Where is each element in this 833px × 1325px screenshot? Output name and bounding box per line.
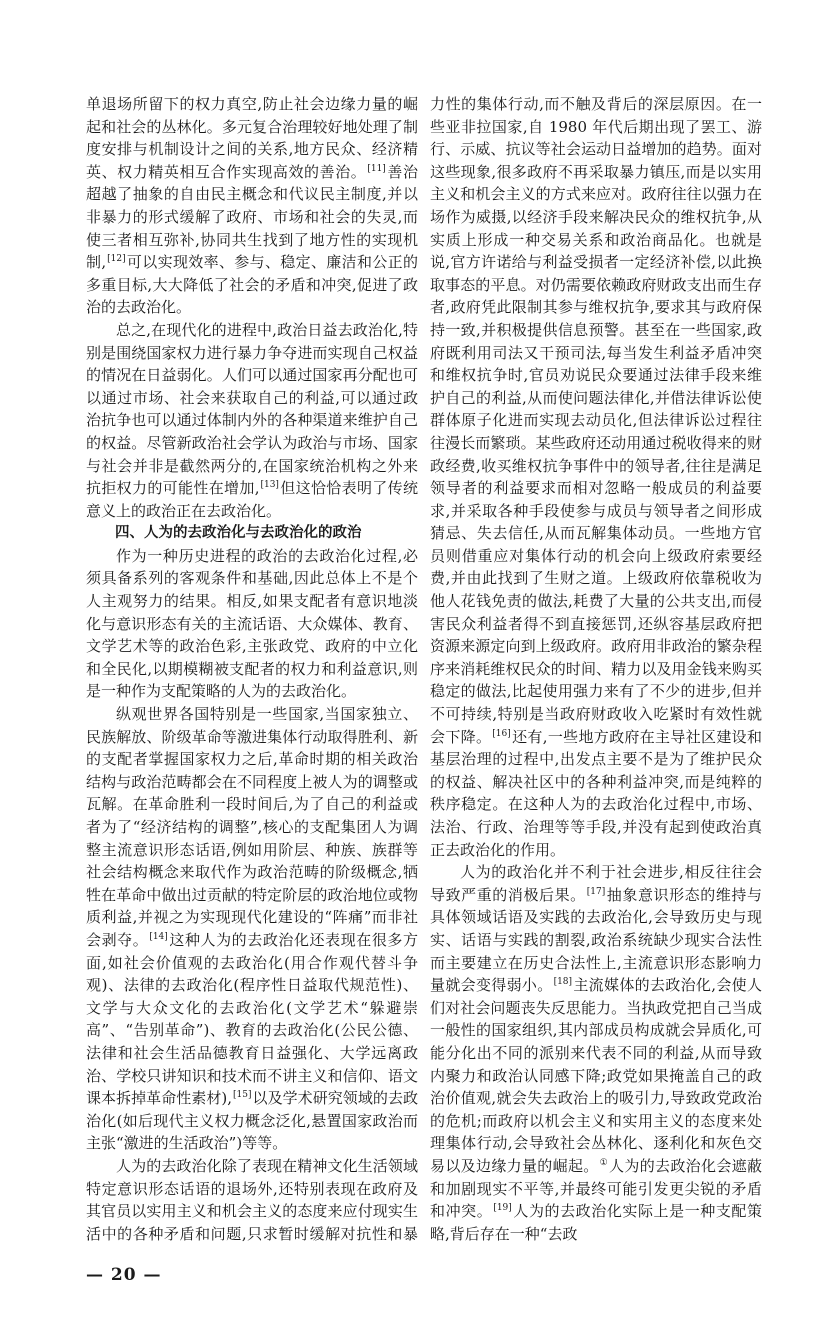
citation-marker: ① [599,1157,609,1168]
citation-marker: [13] [260,480,279,491]
citation-marker: [16] [492,728,511,739]
citation-marker: [17] [586,886,606,897]
text-segment: 单退场所留下的权力真空,防止社会边缘力量的崛起和社会的丛林化。多元复合治理较好地处理了制度安排与机制设计之间的关系,地方民众、经济精英、权力精英相互合作实现高效的善治。 [86,95,418,181]
paragraph [430,861,762,1245]
text-segment: 可以实现效率、参与、稳定、廉洁和公正的多重目标,大大降低了社会的矛盾和冲突,促进了政治的去政治化。 [86,253,418,317]
paragraph [86,545,418,703]
section-heading [86,522,418,545]
citation-marker: [11] [367,163,386,174]
paragraph [86,703,418,1155]
text-segment: 人为的政治化并不利于社会进步,相反往往会导致严重的消极后果。 [430,863,762,904]
text-segment: 作为一种历史进程的政治的去政治化过程,必须具备系列的客观条件和基础,因此总体上不是个人主观努力的结果。相反,如果支配者有意识地淡化与意识形态有关的主流话语、大众媒体、教育、文学艺术等的政治色彩,主张政党、政府的中立化和全民化,以期模糊被支配者的权力和利益意识,则是一种作为支配策略的人为的去政治化。 [86,546,418,701]
text-segment: 人为的去政治化除了表现在精神文化生活领域特定意识形态话语的退场外,还特别表现在政府及其官员以实用主义和机会主义的态度来应付现实生活中的各种矛盾和问题,只求暂时缓解对抗性和暴力性的集体行动,而不触及背后的深层原因。在一些亚非拉国家,自 1980 年代后期出现了罢工、游行、示威、抗议等社会运动日益增加的趋势。面对这些现象,很多政府不再采取暴力镇压,而是以实用主义和机会主义的方式来应对。政府往往以强力在场作为威摄,以经济手段来解决民众的维权抗争,从实质上形成一种交易关系和政治商品化。也就是说,官方许诺给与利益受损者一定经济补偿,以此换取事态的平息。对仍需要依赖政府财政支出而生存者,政府凭此限制其参与维权抗争,要求其与政府保持一致,并积极提供信息预警。甚至在一些国家,政府既利用司法又干预司法,每当发生利益矛盾冲突和维权抗争时,官员劝说民众要通过法律手段来维护自己的利益,从而使问题法律化,并借法律诉讼使群体原子化进而实现去动员化,但法律诉讼过程往往漫长而繁琐。某些政府还动用通过税收得来的财政经费,收买维权抗争事件中的领导者,往往是满足领导者的利益要求而相对忽略一般成员的利益要求,并采取各种手段使参与成员与领导者之间形成猜忌、失去信任,从而瓦解集体动员。一些地方官员则借重应对集体行动的机会向上级政府索要经费,并由此找到了生财之道。上级政府依靠税收为他人花钱免责的做法,耗费了大量的公共支出,而侵害民众利益者得不到直接惩罚,还纵容基层政府把资源来源定向到上级政府。政府用非政治的繁杂程序来消耗维权民众的时间、精力以及用金钱来购买稳定的做法,比起使用强力来有了不少的进步,但并不可持续,特别是当政府财政收入吃紧时有效性就会下降。 [86,95,762,1243]
text-segment: 总之,在现代化的进程中,政治日益去政治化,特别是围绕国家权力进行暴力争夺进而实现自己权益的情况在日益弱化。人们可以通过国家再分配也可以通过市场、社会来获取自己的利益,可以通过政治抗争也可以通过体制内外的各种渠道来维护自己的权益。尽管新政治社会学认为政治与市场、国家与社会并非是截然两分的,在国家统治机构之外来抗拒权力的可能性在增加, [86,320,418,498]
text-segment: 人为的去政治化实际上是一种支配策略,背后存在一种“去政 [430,1202,762,1243]
text-segment: 善治超越了抽象的自由民主概念和代议民主制度,并以非暴力的形式缓解了政府、市场和社会的失灵,而使三者相互弥补,协同共生找到了地方性的实现机制, [86,162,418,272]
citation-marker: [14] [149,931,168,942]
citation-marker: [18] [553,977,573,988]
citation-marker: [19] [493,1203,512,1214]
text-segment: 人为的去政治化会遮蔽和加剧现实不平等,并最终可能引发更尖锐的矛盾和冲突。 [430,1156,762,1221]
text-segment: 主流媒体的去政治化,会使人们对社会问题丧失反思能力。当执政党把自己当成一般性的国家组织,其内部成员构成就会异质化,可能分化出不同的派别来代表不同的利益,从而导致内聚力和政治认同感下降;政党如果掩盖自己的政治价值观,就会失去政治上的吸引力,导致政党政治的危机;而政府以机会主义和实用主义的态度来处理集体行动,会导致社会丛林化、逐利化和灰色交易以及边缘力量的崛起。 [430,976,762,1175]
text-segment: 以及学术研究领域的去政治化(如后现代主义权力概念泛化,悬置国家政治而主张“激进的生活政治”)等等。 [86,1089,418,1153]
paragraph [86,319,418,522]
citation-marker: [12] [107,254,126,265]
text-segment: 抽象意识形态的维持与具体领域话语及实践的去政治化,会导致历史与现实、话语与实践的割裂,政治系统缺少现实合法性而主要建立在历史合法性上,主流意识形态影响力量就会变得弱小。 [430,885,762,995]
text-segment: 这种人为的去政治化还表现在很多方面,如社会价值观的去政治化(用合作观代替斗争观)、法律的去政治化(程序性日益取代规范性)、文学与大众文化的去政治化(文学艺术“躲避崇高”、“告别革命”)、教育的去政治化(公民公德、法律和社会生活品德教育日益强化、大学远离政治、学校只讲知识和技术而不讲主义和信仰、语文课本拆掉革命性素材), [86,930,418,1108]
article-body [86,93,762,1245]
paragraph [86,93,418,319]
citation-marker: [15] [233,1090,252,1101]
text-segment: 纵观世界各国特别是一些国家,当国家独立、民族解放、阶级革命等激进集体行动取得胜利、新的支配者掌握国家权力之后,革命时期的相关政治结构与政治范畴都会在不同程度上被人为的调整或瓦解。在革命胜利一段时间后,为了自己的利益或者为了“经济结构的调整”,核心的支配集团人为调整主流意识形态话语,例如用阶层、种族、族群等社会结构概念来取代作为政治范畴的阶级概念,牺牲在革命中做出过贡献的特定阶层的政治地位或物质利益,并视之为实现现代化建设的“阵痛”而非社会剥夺。 [86,705,418,949]
text-segment: 但这恰恰表明了传统意义上的政治正在去政治化。 [86,479,418,520]
text-segment: 四、人为的去政治化与去政治化的政治 [115,525,362,542]
page-number: — 20 — [86,1265,162,1286]
text-segment: 还有,一些地方政府在主导社区建设和基层治理的过程中,出发点主要不是为了维护民众的权益、解决社区中的各种利益冲突,而是纯粹的秩序稳定。在这种人为的去政治化过程中,市场、法治、行政、治理等等手段,并没有起到使政治真正去政治化的作用。 [430,727,762,859]
